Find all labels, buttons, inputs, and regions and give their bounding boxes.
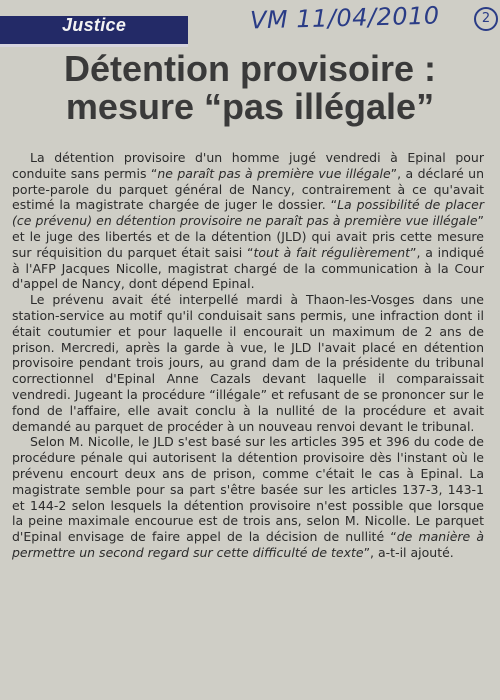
paragraph-text: Selon M. Nicolle, le JLD s'est basé sur les articles 395 et 396 du code de procédure pénale qui autorisent la détention provisoire dès l'instant où le prévenu encourt deux ans de prison, comme c'était le cas à Epinal. La magistrate semble pour sa part s'être basée sur les articles 137-3, 143-1 et 144-2 selon lesquels la détention provisoire n'est possible que lorsque la peine maximale encourue est de trois ans, selon M. Nicolle. Le parquet d'Epinal envisage de faire appel de la décision de nullité “ <box>12 434 484 545</box>
headline-line-1: Détention provisoire : <box>63 48 437 89</box>
paragraph-text: ” et le juge des libertés et de la détention (JLD) qui avait pris cette mesure sur réquisition du parquet était saisi “ <box>12 213 484 260</box>
article-paragraph-3 <box>12 434 484 560</box>
headline <box>20 50 480 126</box>
paragraph-text: ”, a-t-il ajouté. <box>363 544 454 560</box>
quoted-italic-text: de manière à permettre un second regard sur cette difficulté de texte <box>12 529 484 560</box>
quoted-italic-text: ne paraît pas à première vue illégale <box>157 165 391 181</box>
handwritten-page-number: 2 <box>474 7 498 31</box>
article-paragraph-2 <box>12 292 484 434</box>
paragraph-text: Le prévenu avait été interpellé mardi à Thaon-les-Vosges dans une station-service au motif qu'il conduisait sans permis, une infraction dont il était coutumier et pour laquelle il encourait un maximum de 2 ans de prison. Mercredi, après la garde à vue, le JLD l'avait placé en détention provisoire pendant trois jours, au grand dam de la présidente du tribunal correctionnel d'Epinal Anne Cazals devant laquelle il comparaissait vendredi. Jugeant la procédure “illégale” et refusant de se prononcer sur le fond de l'affaire, elle avait conclu à la nullité de la procédure et avait demandé au parquet de procéder à un nouveau renvoi devant le tribunal. <box>12 292 484 434</box>
article-body <box>12 150 484 561</box>
handwritten-date-note: VM 11/04/2010 <box>249 1 440 35</box>
headline-line-2: mesure “pas illégale” <box>65 86 435 127</box>
rubric-label: Justice <box>62 15 127 35</box>
paragraph-text: ”, a indiqué à l'AFP Jacques Nicolle, magistrat chargé de la communication à la Cour d'appel de Nancy, dont dépend Epinal. <box>12 244 485 292</box>
paragraph-text: ”, a déclaré un porte-parole du parquet général de Nancy, contrairement à ce qu'avait estimé la magistrate chargée de juger le dossier. “ <box>12 165 484 213</box>
quoted-italic-text: tout à fait régulièrement <box>253 244 411 260</box>
paragraph-text: La détention provisoire d'un homme jugé vendredi à Epinal pour conduite sans permis “ <box>12 150 484 181</box>
article-paragraph-1 <box>12 150 484 292</box>
quoted-italic-text: La possibilité de placer (ce prévenu) en détention provisoire ne paraît pas à première vue illégale <box>12 197 484 229</box>
